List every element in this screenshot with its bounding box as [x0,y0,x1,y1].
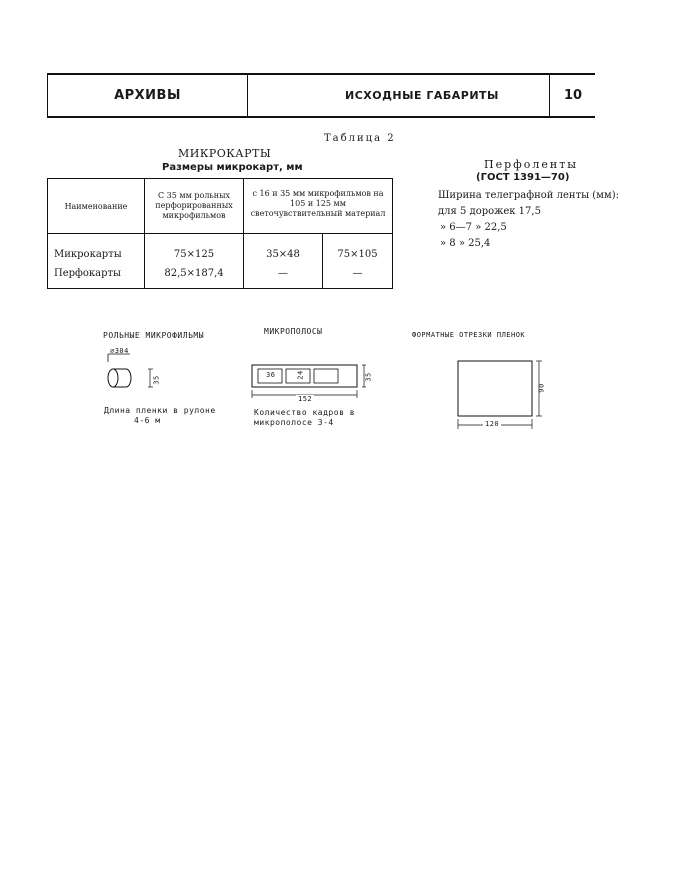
col-header-rolled: С 35 мм рольных перфорированных микрофильмов [145,179,244,234]
perfotapes-list [438,188,619,252]
strips-caption-line2: микрополосе 3-4 [254,418,334,427]
rolled-caption-line2: 4-6 м [134,416,161,425]
header-chapter-title: ИСХОДНЫЕ ГАБАРИТЫ [345,89,499,102]
page-number: 10 [563,88,583,103]
table-row-name: Микрокарты [54,249,122,260]
strips-caption-line1: Количество кадров в [254,408,356,417]
sheet-height: 90 [537,383,546,393]
strip-length: 152 [298,395,313,403]
list-item: » 8 » 25,4 [440,238,491,249]
list-item: Ширина телеграфной ленты (мм): [438,190,619,201]
sheet-width: 120 [485,420,500,428]
rolled-caption-line1: Длина пленки в рулоне [104,406,216,415]
rolled-diameter-label: ⌀304 [110,347,129,355]
sheet-film-label: ФОРМАТНЫЕ ОТРЕЗКИ ПЛЕНОК [412,331,526,339]
header-section-title: АРХИВЫ [114,88,181,103]
table-row-name: Перфокарты [54,268,121,279]
perfotapes-standard: (ГОСТ 1391—70) [476,172,570,183]
table-cell: — [352,268,363,279]
microcards-subtitle: Размеры микрокарт, мм [162,162,303,173]
table-cell: 75×125 [173,249,215,260]
table-cell: 35×48 [266,249,300,260]
microcards-title: МИКРОКАРТЫ [178,147,272,160]
perfotapes-title: Перфоленты [484,158,579,171]
table-caption: Таблица 2 [324,133,396,144]
page-header [47,73,595,118]
rolled-height-label: 35 [152,375,161,385]
list-item: » 6—7 » 22,5 [440,222,507,233]
col-header-16-35: с 16 и 35 мм микрофильмов на 105 и 125 мм светочувствительный материал [244,179,393,234]
strip-height: 35 [364,372,373,382]
table-cell: 75×105 [337,249,378,260]
microstrips-label: МИКРОПОЛОСЫ [264,327,323,336]
strip-frame-width: 36 [266,371,276,379]
sheet-film-drawing [452,355,552,435]
strip-frame-height: 24 [296,370,305,380]
rolled-microfilm-label: РОЛЬНЫЕ МИКРОФИЛЬМЫ [103,331,205,340]
microcards-table [47,178,393,289]
table-cell: 82,5×187,4 [164,268,224,279]
list-item: для 5 дорожек 17,5 [438,206,541,217]
col-header-name: Наименование [48,179,145,234]
table-cell: — [278,268,288,279]
